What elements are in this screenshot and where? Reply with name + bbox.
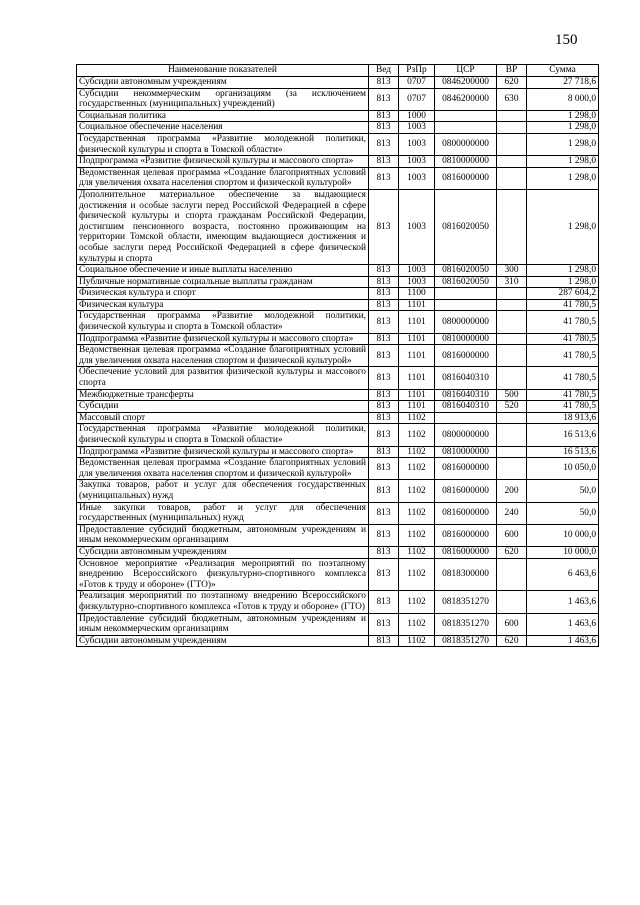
cell-sum: 41 780,5 (527, 333, 599, 345)
cell-ved: 813 (369, 367, 399, 389)
cell-sum: 41 780,5 (527, 299, 599, 311)
cell-name: Обеспечение условий для развития физической культуры и массового спорта (77, 367, 369, 389)
cell-sum: 16 513,6 (527, 446, 599, 458)
cell-sum: 10 050,0 (527, 458, 599, 480)
cell-ved: 813 (369, 446, 399, 458)
cell-vr (497, 446, 527, 458)
table-row (77, 502, 599, 524)
header-csr: ЦСР (435, 65, 497, 77)
cell-ved: 813 (369, 389, 399, 401)
table-row (77, 156, 599, 168)
table-row (77, 122, 599, 134)
table-row (77, 77, 599, 89)
cell-ved: 813 (369, 167, 399, 189)
cell-sum: 1 298,0 (527, 122, 599, 134)
cell-vr: 240 (497, 502, 527, 524)
page-number: 150 (555, 32, 578, 48)
cell-vr (497, 591, 527, 613)
table-row (77, 333, 599, 345)
table-row (77, 311, 599, 333)
cell-csr: 0816000000 (435, 524, 497, 546)
cell-sum: 41 780,5 (527, 389, 599, 401)
cell-name: Иные закупки товаров, работ и услуг для обеспечения государственных (муниципальных) нужд (77, 502, 369, 524)
cell-name: Физическая культура и спорт (77, 288, 369, 300)
cell-vr (497, 333, 527, 345)
cell-sum: 6 463,6 (527, 558, 599, 591)
cell-ved: 813 (369, 480, 399, 502)
cell-csr: 0816000000 (435, 480, 497, 502)
header-ved: Вед (369, 65, 399, 77)
cell-rzpr: 1102 (399, 480, 435, 502)
cell-ved: 813 (369, 288, 399, 300)
cell-rzpr: 1003 (399, 265, 435, 277)
cell-rzpr: 1102 (399, 613, 435, 635)
cell-sum: 1 298,0 (527, 276, 599, 288)
cell-csr: 0810000000 (435, 156, 497, 168)
table-row (77, 401, 599, 413)
cell-name: Социальная политика (77, 110, 369, 122)
cell-name: Социальное обеспечение населения (77, 122, 369, 134)
cell-rzpr: 1102 (399, 591, 435, 613)
cell-sum: 1 463,6 (527, 635, 599, 647)
cell-ved: 813 (369, 635, 399, 647)
cell-name: Подпрограмма «Развитие физической культуры и массового спорта» (77, 333, 369, 345)
cell-rzpr: 1102 (399, 424, 435, 446)
cell-csr: 0818351270 (435, 635, 497, 647)
cell-ved: 813 (369, 265, 399, 277)
cell-ved: 813 (369, 311, 399, 333)
table-row (77, 424, 599, 446)
cell-ved: 813 (369, 189, 399, 264)
cell-rzpr: 0707 (399, 77, 435, 89)
cell-csr: 0810000000 (435, 446, 497, 458)
budget-table (76, 64, 599, 647)
cell-name: Дополнительное материальное обеспечение за выдающиеся достижения и особые заслуги перед Российской Федерацией в сфере физической культуры и спорта гражданам Российской Федерации, достигшим пенсионного возраста, постоянно проживающим на территории Томской области, имеющим выдающиеся достижения и особые заслуги перед Российской Федерацией в сфере физической культуры и спорта (77, 189, 369, 264)
table-row (77, 110, 599, 122)
cell-csr: 0816040310 (435, 401, 497, 413)
cell-sum: 41 780,5 (527, 311, 599, 333)
cell-name: Подпрограмма «Развитие физической культуры и массового спорта» (77, 156, 369, 168)
cell-vr (497, 288, 527, 300)
cell-sum: 41 780,5 (527, 345, 599, 367)
cell-csr: 0810000000 (435, 333, 497, 345)
table-header-row (77, 65, 599, 77)
cell-ved: 813 (369, 156, 399, 168)
table-row (77, 88, 599, 110)
table-row (77, 276, 599, 288)
cell-sum: 1 463,6 (527, 613, 599, 635)
cell-vr: 600 (497, 613, 527, 635)
table-row (77, 446, 599, 458)
cell-rzpr: 1101 (399, 401, 435, 413)
cell-name: Основное мероприятие «Реализация мероприятий по поэтапному внедрению Всероссийского физкультурно-спортивного комплекса «Готов к труду и обороне» (ГТО)» (77, 558, 369, 591)
cell-rzpr: 1003 (399, 167, 435, 189)
cell-vr: 300 (497, 265, 527, 277)
cell-rzpr: 1100 (399, 288, 435, 300)
cell-csr (435, 299, 497, 311)
cell-ved: 813 (369, 276, 399, 288)
cell-sum: 1 298,0 (527, 156, 599, 168)
cell-sum: 8 000,0 (527, 88, 599, 110)
cell-sum: 287 604,2 (527, 288, 599, 300)
cell-csr (435, 110, 497, 122)
table-row (77, 367, 599, 389)
cell-ved: 813 (369, 412, 399, 424)
cell-rzpr: 1102 (399, 546, 435, 558)
cell-name: Субсидии (77, 401, 369, 413)
cell-rzpr: 1003 (399, 156, 435, 168)
cell-name: Ведомственная целевая программа «Создание благоприятных условий для увеличения охвата населения спортом и физической культурой» (77, 458, 369, 480)
table-row (77, 288, 599, 300)
table-row (77, 546, 599, 558)
table-row (77, 591, 599, 613)
cell-vr: 200 (497, 480, 527, 502)
cell-vr: 620 (497, 546, 527, 558)
cell-vr (497, 167, 527, 189)
cell-rzpr: 1102 (399, 524, 435, 546)
cell-csr: 0800000000 (435, 424, 497, 446)
cell-rzpr: 1003 (399, 276, 435, 288)
table-row (77, 480, 599, 502)
cell-vr (497, 133, 527, 155)
cell-ved: 813 (369, 133, 399, 155)
cell-vr (497, 367, 527, 389)
cell-name: Ведомственная целевая программа «Создание благоприятных условий для увеличения охвата населения спортом и физической культурой» (77, 167, 369, 189)
cell-rzpr: 1000 (399, 110, 435, 122)
cell-sum: 50,0 (527, 502, 599, 524)
cell-sum: 1 463,6 (527, 591, 599, 613)
cell-csr: 0816040310 (435, 367, 497, 389)
cell-name: Массовый спорт (77, 412, 369, 424)
cell-rzpr: 1101 (399, 299, 435, 311)
cell-ved: 813 (369, 546, 399, 558)
cell-vr (497, 156, 527, 168)
cell-name: Подпрограмма «Развитие физической культуры и массового спорта» (77, 446, 369, 458)
table-row (77, 167, 599, 189)
cell-rzpr: 1102 (399, 446, 435, 458)
cell-name: Физическая культура (77, 299, 369, 311)
cell-sum: 27 718,6 (527, 77, 599, 89)
cell-ved: 813 (369, 524, 399, 546)
cell-rzpr: 1003 (399, 122, 435, 134)
cell-ved: 813 (369, 345, 399, 367)
cell-vr: 500 (497, 389, 527, 401)
cell-ved: 813 (369, 613, 399, 635)
cell-vr (497, 311, 527, 333)
cell-ved: 813 (369, 424, 399, 446)
cell-name: Субсидии автономным учреждениям (77, 635, 369, 647)
cell-ved: 813 (369, 458, 399, 480)
cell-name: Закупка товаров, работ и услуг для обеспечения государственных (муниципальных) нужд (77, 480, 369, 502)
table-row (77, 635, 599, 647)
cell-rzpr: 1101 (399, 333, 435, 345)
table-row (77, 299, 599, 311)
cell-rzpr: 1102 (399, 412, 435, 424)
cell-name: Ведомственная целевая программа «Создание благоприятных условий для увеличения охвата населения спортом и физической культурой» (77, 345, 369, 367)
cell-vr: 600 (497, 524, 527, 546)
cell-rzpr: 1101 (399, 367, 435, 389)
cell-rzpr: 0707 (399, 88, 435, 110)
cell-rzpr: 1102 (399, 558, 435, 591)
cell-sum: 41 780,5 (527, 367, 599, 389)
cell-sum: 10 000,0 (527, 546, 599, 558)
cell-vr (497, 345, 527, 367)
cell-csr: 0846200000 (435, 77, 497, 89)
cell-name: Предоставление субсидий бюджетным, автономным учреждениям и иным некоммерческим организациям (77, 613, 369, 635)
table-row (77, 345, 599, 367)
cell-ved: 813 (369, 591, 399, 613)
table-row (77, 613, 599, 635)
cell-sum: 1 298,0 (527, 167, 599, 189)
cell-rzpr: 1003 (399, 133, 435, 155)
header-name: Наименование показателей (77, 65, 369, 77)
cell-rzpr: 1102 (399, 502, 435, 524)
table-row (77, 412, 599, 424)
cell-ved: 813 (369, 502, 399, 524)
cell-csr (435, 412, 497, 424)
cell-vr (497, 189, 527, 264)
cell-csr (435, 288, 497, 300)
cell-vr: 630 (497, 88, 527, 110)
cell-name: Субсидии некоммерческим организациям (за исключением государственных (муниципальных) учреждений) (77, 88, 369, 110)
cell-rzpr: 1101 (399, 345, 435, 367)
cell-name: Публичные нормативные социальные выплаты гражданам (77, 276, 369, 288)
cell-ved: 813 (369, 401, 399, 413)
cell-name: Государственная программа «Развитие молодежной политики, физической культуры и спорта в Томской области» (77, 311, 369, 333)
cell-csr: 0818351270 (435, 591, 497, 613)
header-vr: ВР (497, 65, 527, 77)
cell-csr: 0800000000 (435, 133, 497, 155)
cell-vr (497, 122, 527, 134)
cell-rzpr: 1102 (399, 635, 435, 647)
cell-name: Межбюджетные трансферты (77, 389, 369, 401)
cell-vr (497, 299, 527, 311)
cell-ved: 813 (369, 333, 399, 345)
header-rzpr: РзПр (399, 65, 435, 77)
cell-sum: 16 513,6 (527, 424, 599, 446)
table-row (77, 558, 599, 591)
cell-vr: 310 (497, 276, 527, 288)
cell-vr: 520 (497, 401, 527, 413)
cell-rzpr: 1101 (399, 389, 435, 401)
cell-vr (497, 558, 527, 591)
cell-csr: 0816000000 (435, 345, 497, 367)
table-row (77, 524, 599, 546)
cell-csr: 0816020050 (435, 265, 497, 277)
cell-csr (435, 122, 497, 134)
cell-sum: 50,0 (527, 480, 599, 502)
table-row (77, 133, 599, 155)
cell-ved: 813 (369, 299, 399, 311)
cell-csr: 0816000000 (435, 458, 497, 480)
cell-rzpr: 1003 (399, 189, 435, 264)
cell-sum: 18 913,6 (527, 412, 599, 424)
cell-csr: 0818300000 (435, 558, 497, 591)
cell-name: Социальное обеспечение и иные выплаты населению (77, 265, 369, 277)
cell-csr: 0816000000 (435, 502, 497, 524)
cell-sum: 1 298,0 (527, 189, 599, 264)
cell-name: Государственная программа «Развитие молодежной политики, физической культуры и спорта в Томской области» (77, 133, 369, 155)
cell-csr: 0816000000 (435, 546, 497, 558)
cell-name: Субсидии автономным учреждениям (77, 77, 369, 89)
cell-ved: 813 (369, 77, 399, 89)
cell-vr (497, 458, 527, 480)
cell-name: Предоставление субсидий бюджетным, автономным учреждениям и иным некоммерческим организациям (77, 524, 369, 546)
cell-name: Реализация мероприятий по поэтапному внедрению Всероссийского физкультурно-спортивного комплекса «Готов к труду и обороне» (ГТО) (77, 591, 369, 613)
cell-csr: 0816000000 (435, 167, 497, 189)
cell-csr: 0800000000 (435, 311, 497, 333)
cell-csr: 0846200000 (435, 88, 497, 110)
cell-vr (497, 412, 527, 424)
header-sum: Сумма (527, 65, 599, 77)
cell-name: Государственная программа «Развитие молодежной политики, физической культуры и спорта в Томской области» (77, 424, 369, 446)
cell-csr: 0816020050 (435, 189, 497, 264)
cell-ved: 813 (369, 122, 399, 134)
cell-vr (497, 110, 527, 122)
cell-sum: 10 000,0 (527, 524, 599, 546)
table-row (77, 189, 599, 264)
cell-sum: 1 298,0 (527, 133, 599, 155)
cell-csr: 0816040310 (435, 389, 497, 401)
cell-sum: 1 298,0 (527, 110, 599, 122)
cell-ved: 813 (369, 110, 399, 122)
table-row (77, 458, 599, 480)
cell-ved: 813 (369, 88, 399, 110)
cell-vr (497, 424, 527, 446)
cell-ved: 813 (369, 558, 399, 591)
cell-name: Субсидии автономным учреждениям (77, 546, 369, 558)
cell-sum: 1 298,0 (527, 265, 599, 277)
cell-csr: 0818351270 (435, 613, 497, 635)
table-row (77, 389, 599, 401)
cell-vr: 620 (497, 77, 527, 89)
cell-rzpr: 1101 (399, 311, 435, 333)
table-row (77, 265, 599, 277)
cell-rzpr: 1102 (399, 458, 435, 480)
cell-sum: 41 780,5 (527, 401, 599, 413)
cell-csr: 0816020050 (435, 276, 497, 288)
cell-vr: 620 (497, 635, 527, 647)
